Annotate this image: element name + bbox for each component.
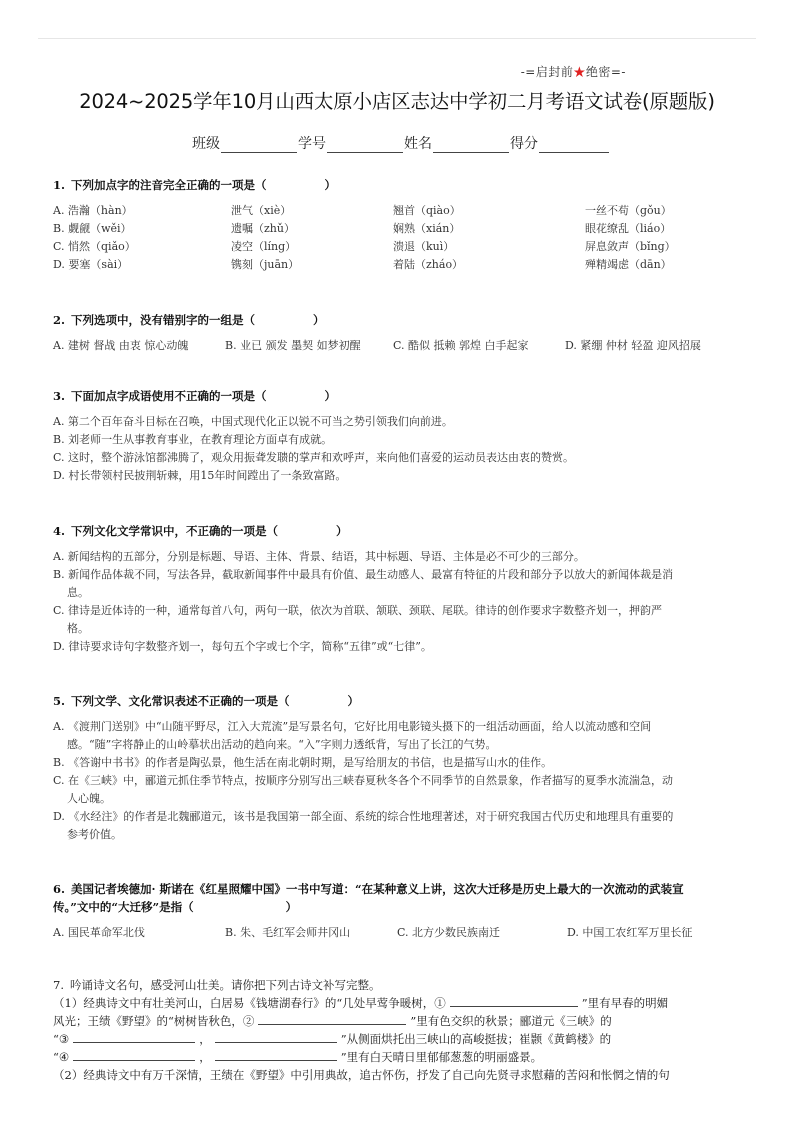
stem-text-line2: 传。”文中的“大迁移”是指（ (53, 900, 194, 914)
star-icon: ★ (573, 65, 586, 79)
option-a-2: 泄气（xiè） (231, 204, 292, 217)
question-number: 1. (53, 178, 66, 192)
stem-text: 下列加点字的注音完全正确的一项是（ (71, 178, 267, 192)
line-text: “③ (53, 1032, 70, 1046)
stem-close: ） (313, 313, 325, 327)
option-a[interactable]: A. 新闻结构的五部分，分别是标题、导语、主体、背景、结语，其中标题、导语、主体是必不可少的三部分。 (53, 550, 585, 563)
option-d-3: 着陆（zháo） (393, 258, 464, 271)
question-number: 4. (53, 524, 66, 538)
option-a[interactable]: A. 国民革命军北伐 (53, 926, 145, 939)
question-number: 3. (53, 389, 66, 403)
option-d[interactable]: D. 村长带领村民披荆斩棘，用15年时间蹚出了一条致富路。 (53, 469, 347, 482)
score-label: 得分 (510, 136, 538, 152)
line-text: ， (199, 1032, 211, 1046)
score-field[interactable] (539, 138, 609, 153)
line-text: ， (199, 1050, 211, 1064)
line-text: 风光；王绩《野望》的“树树皆秋色，② (53, 1014, 255, 1028)
question-6-stem (53, 880, 734, 898)
option-c-line1: C. 在《三峡》中，郦道元抓住季节特点，按顺序分别写出三峡春夏秋冬各个不同季节的自然景象，作者描写的夏季水流湍急，动 (53, 774, 674, 787)
question-6 (53, 880, 734, 942)
stem-text: 下列文学、文化常识表述不正确的一项是（ (71, 694, 290, 708)
class-label: 班级 (192, 136, 220, 152)
top-divider (38, 38, 756, 39)
student-id-label: 学号 (298, 136, 326, 152)
option-c-line1: C. 律诗是近体诗的一种，通常每首八句，两句一联，依次为首联、颔联、颈联、尾联。律诗的创作要求字数整齐划一，押韵严 (53, 604, 663, 617)
stem-text-line1: 美国记者埃德加· 斯诺在《红星照耀中国》一书中写道：“在某种意义上讲，这次大迁移是历史上最大的一次流动的武装宣 (71, 882, 684, 896)
option-b[interactable]: B. 刘老师一生从事教育事业，在教育理论方面卓有成就。 (53, 433, 333, 446)
option-b[interactable]: B. 《答谢中书书》的作者是陶弘景，他生活在南北朝时期，是写给朋友的书信，也是描写山水的佳作。 (53, 756, 553, 769)
option-a[interactable] (53, 202, 734, 220)
option-d[interactable] (53, 808, 734, 844)
confidential-seal (521, 63, 626, 80)
option-b[interactable]: B. 朱、毛红军会师井冈山 (225, 926, 351, 939)
question-number: 2. (53, 313, 66, 327)
option-b-1: B. 觑觎（wěi） (53, 222, 132, 235)
stem-text: 下面加点字成语使用不正确的一项是（ (71, 389, 267, 403)
fill-blank-2[interactable] (258, 1012, 406, 1025)
fill-blank-4b[interactable] (215, 1048, 337, 1061)
option-a[interactable]: A. 建树 督战 由衷 惊心动魄 (53, 339, 189, 352)
option-c[interactable] (53, 772, 734, 808)
option-d[interactable]: D. 律诗要求诗句字数整齐划一，每句五个字或七个字，简称“五律”或“七律”。 (53, 640, 432, 653)
option-b[interactable]: B. 业已 颁发 墨契 如梦初醒 (225, 339, 361, 352)
option-c-2: 凌空（líng） (231, 240, 297, 253)
question-number: 6. (53, 882, 66, 896)
option-a-4: 一丝不苟（gǒu） (585, 204, 672, 217)
stem-close: ） (336, 524, 348, 538)
option-c-line2: 人心魄。 (67, 792, 111, 805)
option-b-4: 眼花缭乱（liáo） (585, 222, 672, 235)
option-c[interactable]: C. 北方少数民族南迁 (397, 926, 501, 939)
option-c[interactable] (53, 602, 734, 638)
option-b[interactable] (53, 566, 734, 602)
question-1 (53, 176, 734, 274)
question-5 (53, 692, 734, 844)
fill-blank-4a[interactable] (73, 1048, 195, 1061)
option-a-3: 翘首（qiào） (393, 204, 461, 217)
question-3 (53, 387, 734, 485)
option-a-1: A. 浩瀚（hàn） (53, 204, 133, 217)
q7-line-1 (53, 994, 734, 1012)
option-a[interactable] (53, 718, 734, 754)
name-field[interactable] (433, 138, 509, 153)
option-c-line2: 格。 (67, 622, 89, 635)
fill-blank-3a[interactable] (73, 1030, 195, 1043)
student-id-field[interactable] (327, 138, 403, 153)
option-c-3: 溃退（kuì） (393, 240, 455, 253)
q7-line-5: （2）经典诗文中有万千深情，王绩在《野望》中引用典故，追古怀伤，抒发了自己向先贤寻求慰藉的苦闷和怅惘之情的句 (53, 1068, 670, 1082)
student-info-fields (192, 133, 610, 153)
seal-text-right: 绝密=- (585, 65, 626, 79)
option-b-3: 娴熟（xián） (393, 222, 461, 235)
option-d[interactable]: D. 中国工农红军万里长征 (567, 926, 693, 939)
stem-text: 下列选项中，没有错别字的一组是（ (71, 313, 256, 327)
stem-text: 下列文化文学常识中，不正确的一项是（ (71, 524, 279, 538)
stem-close: ） (324, 178, 337, 192)
question-number: 5. (53, 694, 66, 708)
q7-line-2 (53, 1012, 734, 1030)
line-text: （1）经典诗文中有壮美河山，白居易《钱塘湖春行》的“几处早莺争暖树，① (53, 996, 446, 1010)
question-1-stem (53, 176, 734, 194)
question-2 (53, 311, 734, 355)
option-a-line1: A. 《渡荆门送别》中“山随平野尽，江入大荒流”是写景名句，它好比用电影镜头摄下的一组活动画面，给人以流动感和空间 (53, 720, 652, 733)
line-text: ”里有白天晴日里郁郁葱葱的明丽盛景。 (340, 1050, 543, 1064)
line-text: ”里有色交织的秋景；郦道元《三峡》的 (410, 1014, 612, 1028)
option-c-4: 屏息敛声（bǐng） (585, 240, 676, 253)
stem-close: ） (324, 389, 337, 403)
option-b[interactable] (53, 220, 734, 238)
option-d-line1: D. 《水经注》的作者是北魏郦道元，该书是我国第一部全面、系统的综合性地理著述，对于研究我国古代历史和地理具有重要的 (53, 810, 674, 823)
line-text: ”里有早春的明媚 (581, 996, 669, 1010)
option-b-line2: 息。 (67, 586, 89, 599)
fill-blank-1[interactable] (450, 994, 578, 1007)
exam-title: 2024~2025学年10月山西太原小店区志达中学初二月考语文试卷(原题版) (79, 90, 715, 113)
class-field[interactable] (221, 138, 297, 153)
line-text: “④ (53, 1050, 70, 1064)
option-d-line2: 参考价值。 (67, 828, 122, 841)
q7-line-4 (53, 1048, 734, 1066)
line-text: ”从侧面烘托出三峡山的高峻挺拔；崔颢《黄鹤楼》的 (340, 1032, 612, 1046)
stem-text: 吟诵诗文名句，感受河山壮美。请你把下列古诗文补写完整。 (69, 978, 381, 992)
option-d-4: 殚精竭虑（dān） (585, 258, 672, 271)
name-label: 姓名 (404, 136, 432, 152)
q7-line-3 (53, 1030, 734, 1048)
question-7 (53, 976, 734, 1084)
fill-blank-3b[interactable] (215, 1030, 337, 1043)
question-6-stem-line2 (53, 898, 734, 916)
question-2-stem (53, 311, 734, 329)
question-4-stem (53, 522, 734, 540)
option-b-2: 遗嘱（zhǔ） (231, 222, 295, 235)
question-3-stem (53, 387, 734, 405)
stem-close: ） (347, 694, 360, 708)
question-4 (53, 522, 734, 656)
option-d-2: 镌刻（juān） (231, 258, 300, 271)
option-d-1: D. 要塞（sài） (53, 258, 129, 271)
seal-text-left: -=启封前 (520, 65, 574, 79)
option-a[interactable]: A. 第二个百年奋斗目标在召唤，中国式现代化正以锐不可当之势引领我们向前进。 (53, 415, 453, 428)
question-7-stem (53, 976, 734, 994)
option-c[interactable] (53, 238, 734, 256)
question-number: 7. (53, 978, 64, 992)
option-a-line2: 感。“随”字将静止的山岭摹状出活动的趋向来。“入”字则力透纸背，写出了长江的气势。 (67, 738, 497, 751)
option-d[interactable] (53, 256, 734, 274)
question-5-stem (53, 692, 734, 710)
stem-close: ） (285, 900, 298, 914)
option-c-1: C. 悄然（qiǎo） (53, 240, 136, 253)
option-b-line1: B. 新闻作品体裁不同，写法各异，截取新闻事件中最具有价值、最生动感人、最富有特征的片段和部分予以放大的新闻体裁是消 (53, 568, 674, 581)
option-c[interactable]: C. 酷似 抵赖 郭煌 白手起家 (393, 339, 529, 352)
option-c[interactable]: C. 这时，整个游泳馆都沸腾了，观众用振聋发聩的掌声和欢呼声，来向他们喜爱的运动员表达由衷的赞赏。 (53, 451, 575, 464)
option-d[interactable]: D. 紧绷 仲材 轻盈 迎风招展 (565, 339, 701, 352)
